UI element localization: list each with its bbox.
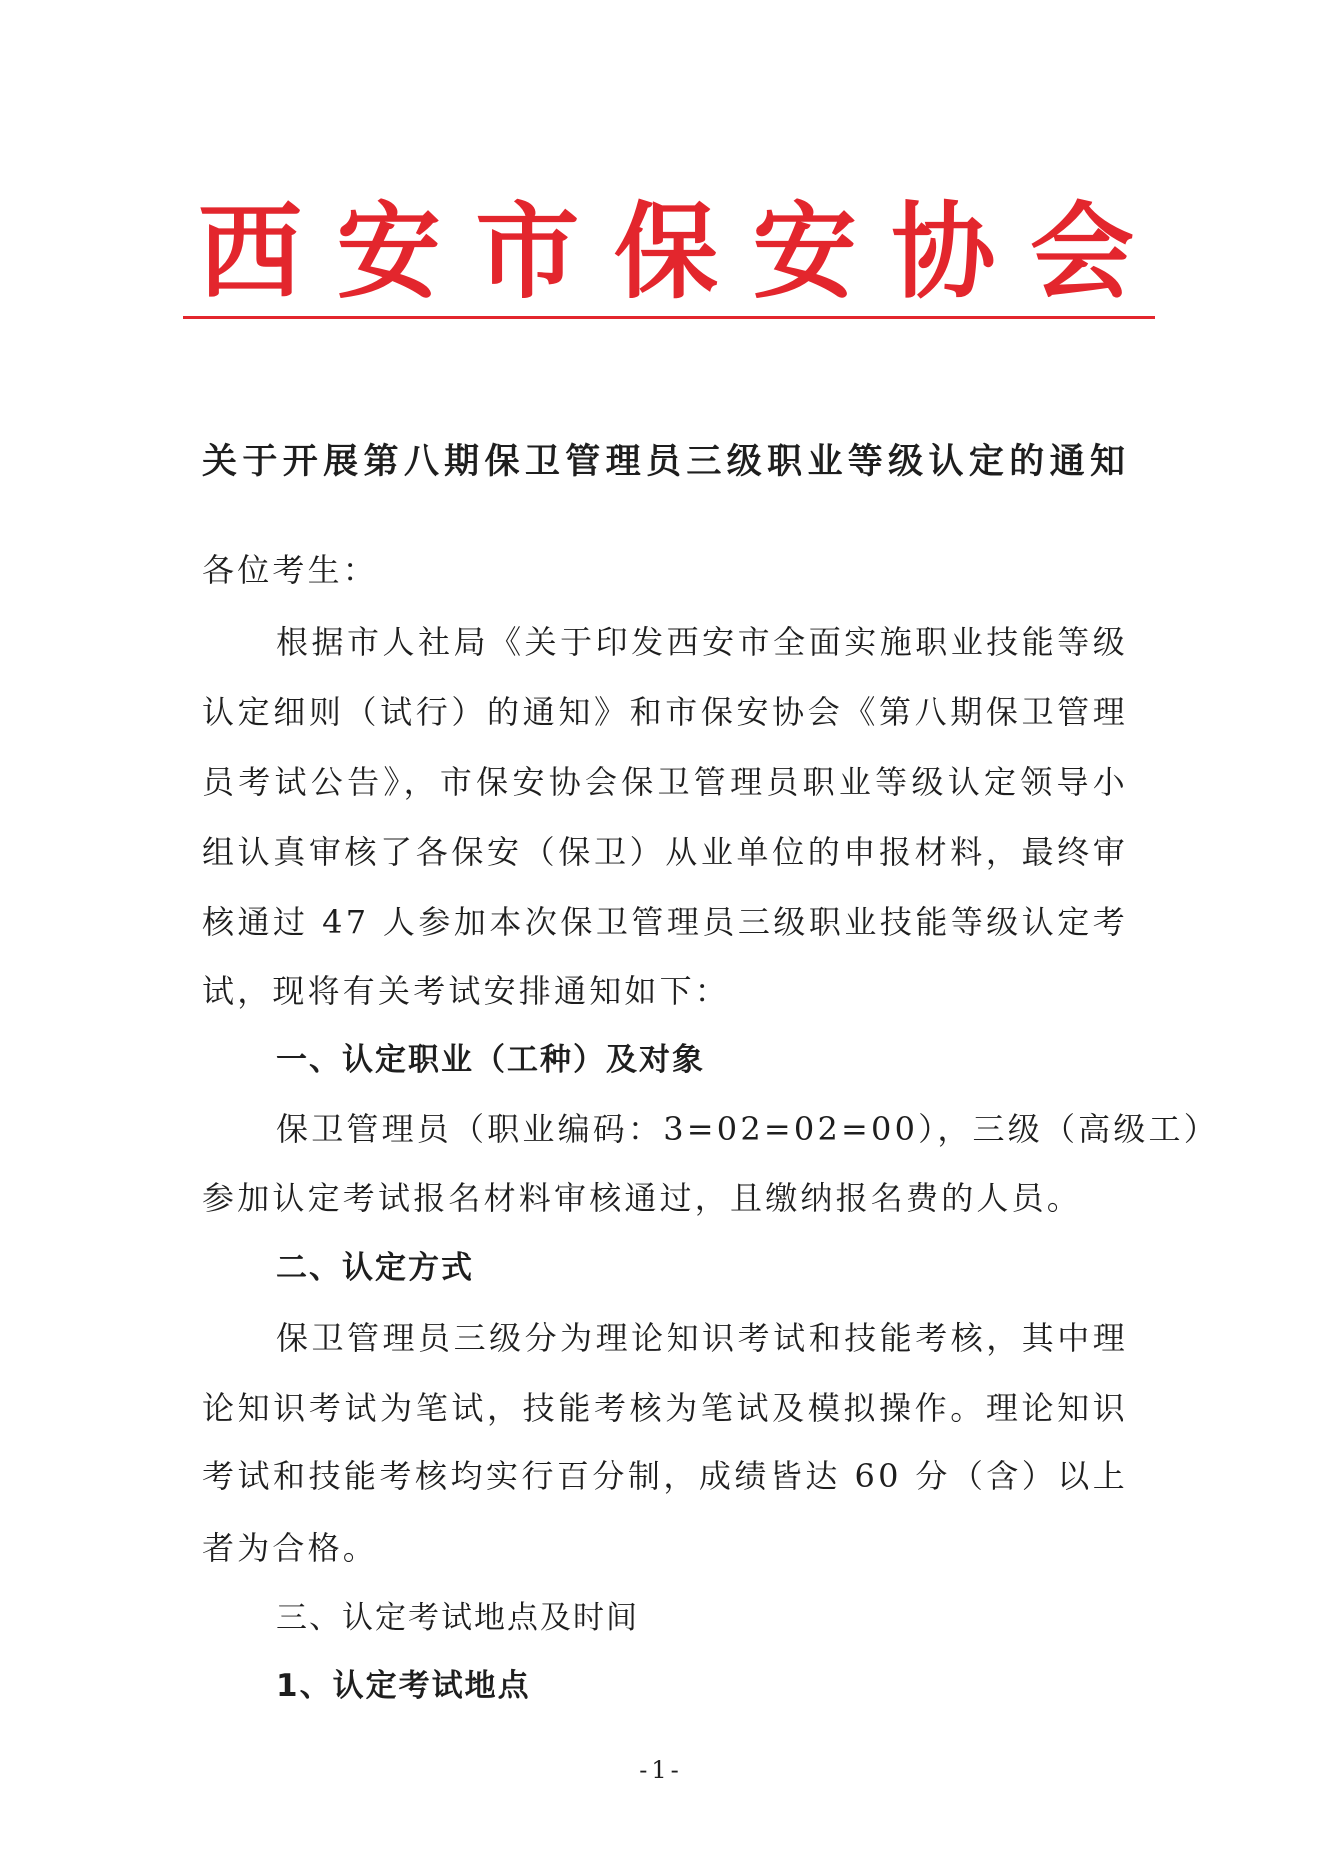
section-heading-1: 一、认定职业（工种）及对象	[276, 1042, 705, 1078]
org-letterhead-title: 西安市保安协会	[198, 190, 1134, 313]
salutation: 各位考生：	[202, 551, 379, 589]
section-2-line: 论知识考试为笔试，技能考核为笔试及模拟操作。理论知识	[202, 1389, 1128, 1427]
letterhead-red-rule	[183, 316, 1155, 319]
section-3-subheading: 1、认定考试地点	[276, 1668, 531, 1704]
intro-line: 根据市人社局《关于印发西安市全面实施职业技能等级	[276, 623, 1128, 661]
section-2-line: 者为合格。	[202, 1529, 379, 1567]
intro-line: 认定细则（试行）的通知》和市保安协会《第八期保卫管理	[202, 693, 1128, 731]
section-2-line: 保卫管理员三级分为理论知识考试和技能考核，其中理	[276, 1319, 1128, 1357]
page-number: -1-	[639, 1756, 683, 1784]
notice-title: 关于开展第八期保卫管理员三级职业等级认定的通知	[202, 441, 1128, 482]
intro-line: 组认真审核了各保安（保卫）从业单位的申报材料，最终审	[202, 833, 1128, 871]
intro-line: 员考试公告》，市保安协会保卫管理员职业等级认定领导小	[202, 763, 1128, 801]
section-heading-2: 二、认定方式	[276, 1250, 474, 1286]
section-1-line: 保卫管理员（职业编码：3=02=02=00），三级（高级工）	[276, 1110, 1219, 1148]
section-2-line: 考试和技能考核均实行百分制，成绩皆达 60 分（含）以上	[202, 1457, 1128, 1495]
section-heading-3: 三、认定考试地点及时间	[276, 1600, 639, 1636]
section-1-line: 参加认定考试报名材料审核通过，且缴纳报名费的人员。	[202, 1179, 1083, 1217]
intro-line: 试，现将有关考试安排通知如下：	[202, 972, 731, 1010]
intro-line: 核通过 47 人参加本次保卫管理员三级职业技能等级认定考	[202, 903, 1128, 941]
